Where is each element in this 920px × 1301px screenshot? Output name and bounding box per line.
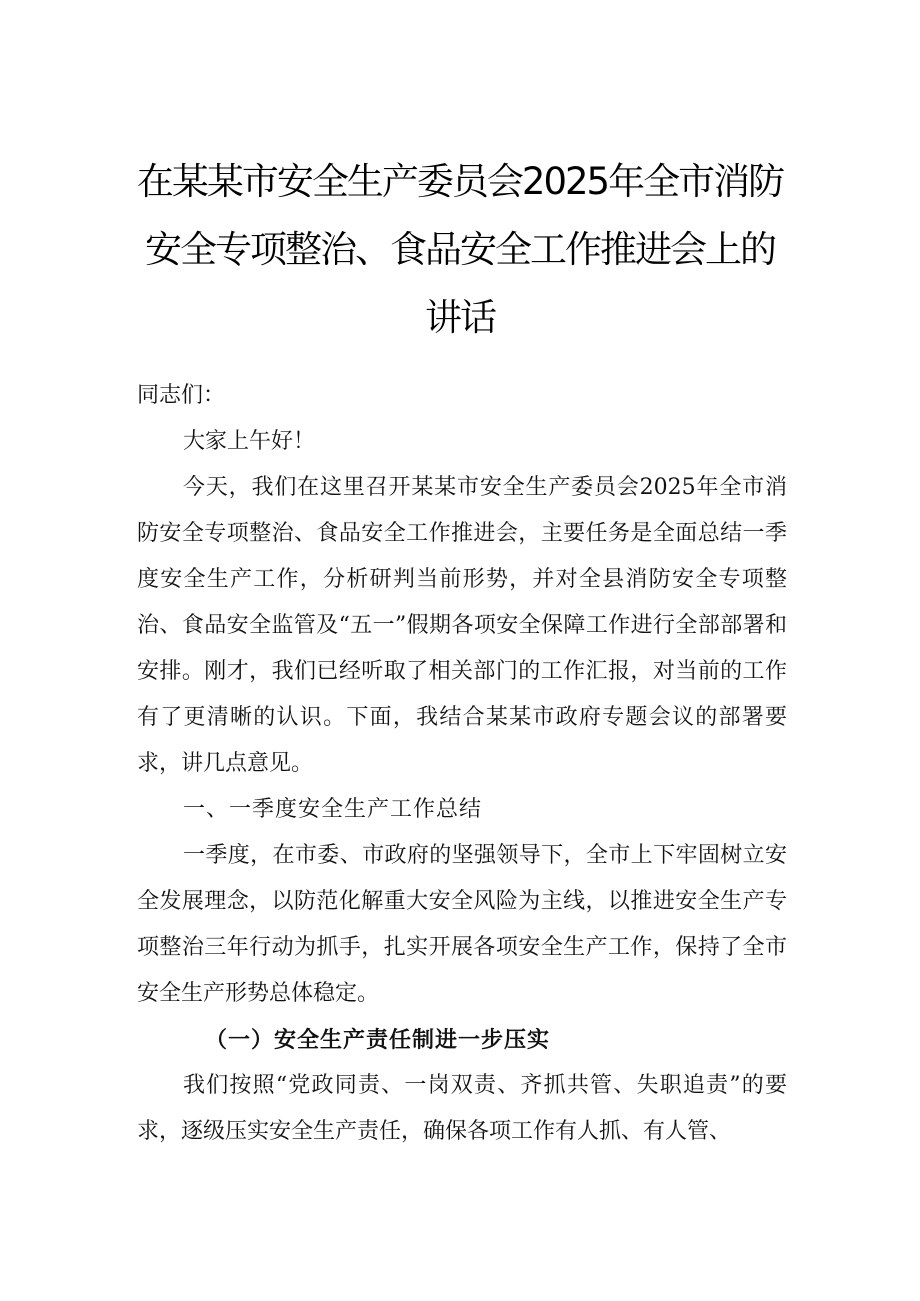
document-body	[137, 373, 787, 1155]
subsection-1-paragraph: 我们按照“党政同责、一岗双责、齐抓共管、失职追责”的要求，逐级压实安全生产责任，确保各项工作有人抓、有人管、	[137, 1073, 787, 1144]
salutation: 同志们：	[137, 383, 226, 408]
title-line-1: 在某某市安全生产委员会2025年全市消防	[136, 160, 784, 203]
intro-paragraph: 今天，我们在这里召开某某市安全生产委员会2025年全市消防安全专项整治、食品安全工作推进会，主要任务是全面总结一季度安全生产工作，分析研判当前形势，并对全县消防安全专项整治、食品安全监管及“五一”假期各项安全保障工作进行全部部署和安排。刚才，我们已经听取了相关部门的工作汇报，对当前的工作有了更清晰的认识。下面，我结合某某市政府专题会议的部署要求，讲几点意见。	[137, 475, 787, 776]
section-1-paragraph: 一季度，在市委、市政府的坚强领导下，全市上下牢固树立安全发展理念，以防范化解重大安全风险为主线，以推进安全生产专项整治三年行动为抓手，扎实开展各项安全生产工作，保持了全市安全生产形势总体稳定。	[137, 843, 787, 1006]
subsection-1-heading: （一）安全生产责任制进一步压实	[205, 1027, 551, 1053]
document-title	[120, 148, 800, 352]
title-line-3: 讲话	[425, 296, 495, 339]
title-line-2: 安全专项整治、食品安全工作推进会上的	[145, 228, 775, 271]
greeting: 大家上午好！	[183, 429, 316, 454]
section-1-heading: 一、一季度安全生产工作总结	[183, 797, 483, 822]
